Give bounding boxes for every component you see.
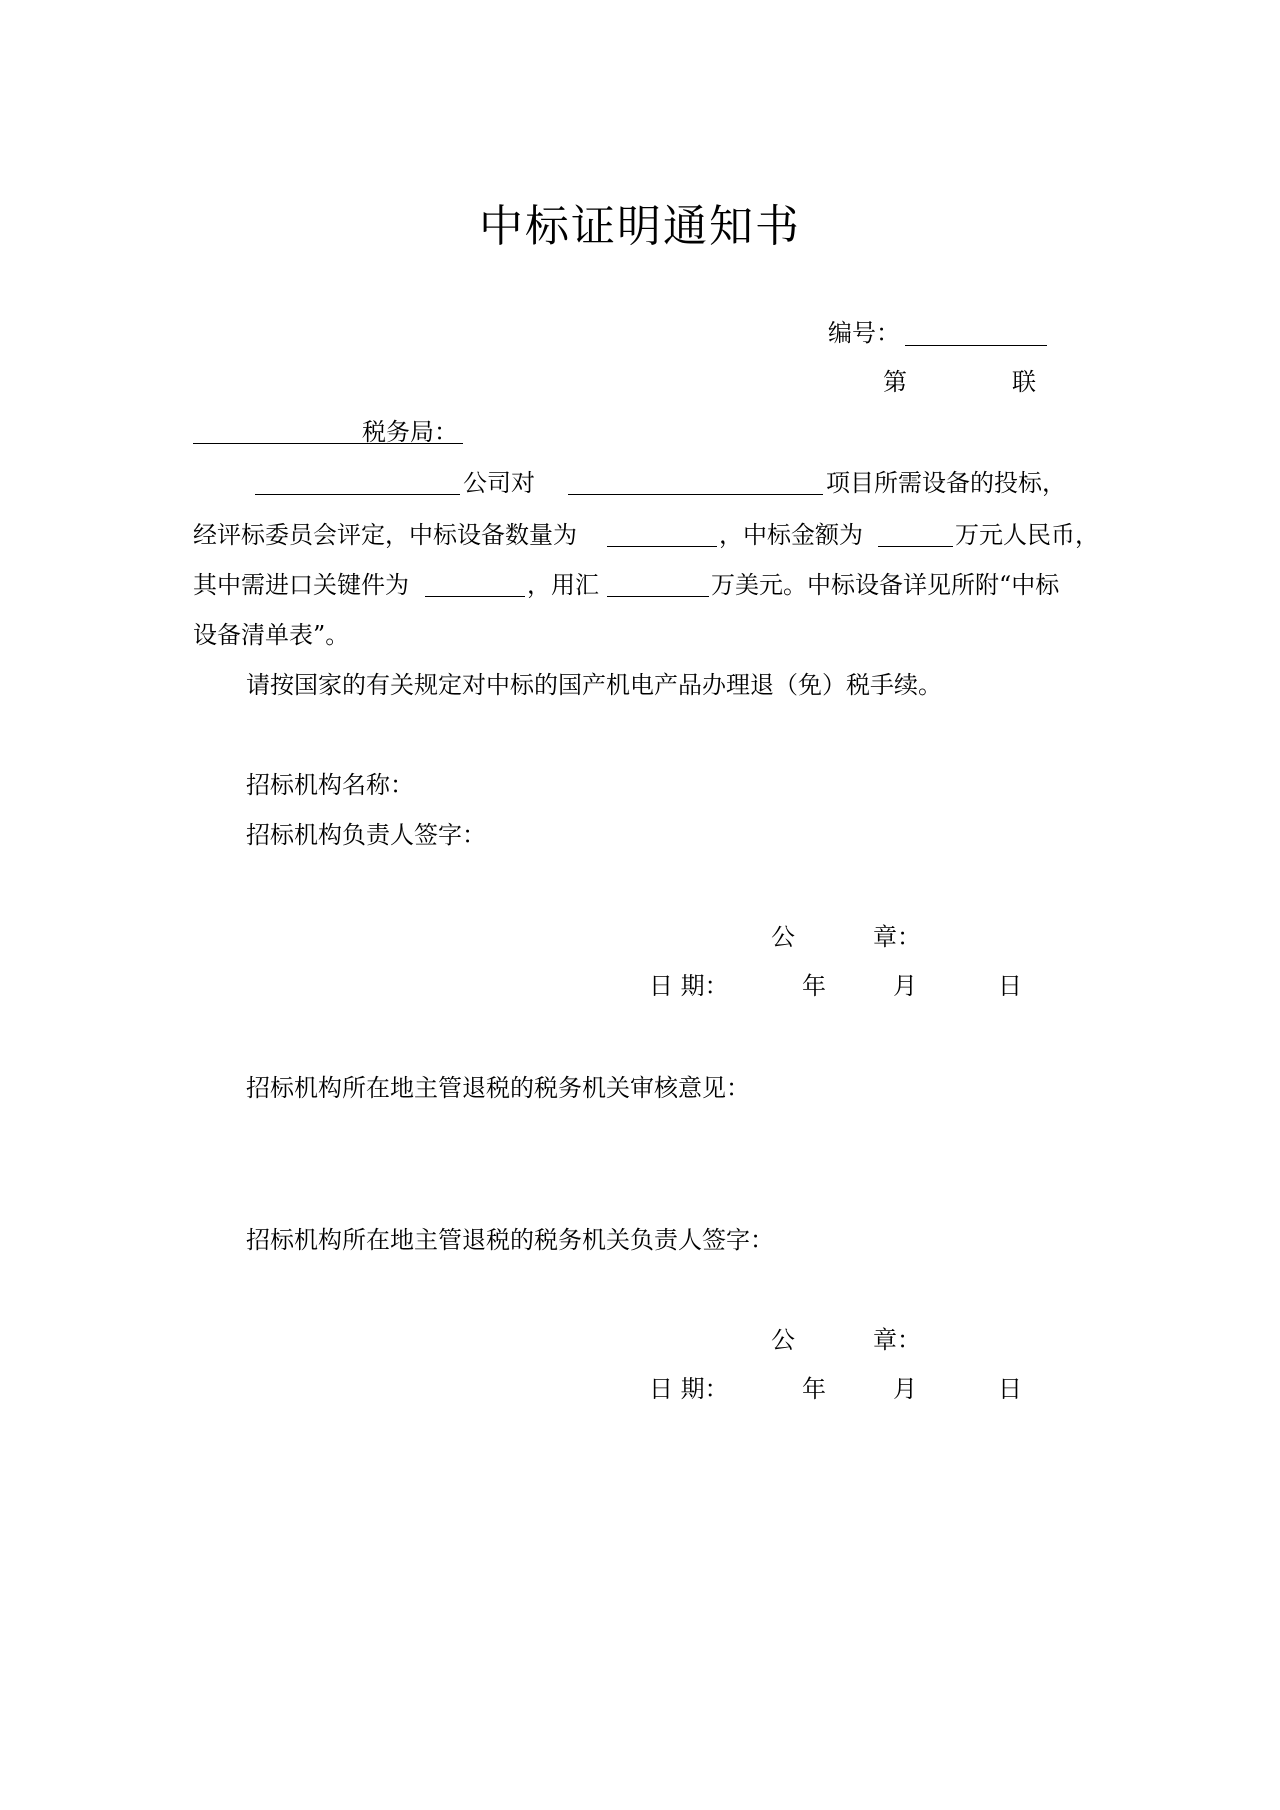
date-2-day: 日: [998, 1375, 1022, 1403]
tax-review-label: 招标机构所在地主管退税的税务机关审核意见：: [246, 1074, 750, 1102]
quantity-blank[interactable]: [607, 546, 717, 547]
date-2-year: 年: [802, 1375, 826, 1403]
date-2-month: 月: [893, 1375, 917, 1403]
project-blank[interactable]: [568, 494, 823, 495]
date-1-day: 日: [998, 972, 1022, 1000]
seal-1-b: 章：: [873, 923, 921, 951]
project-suffix: 项目所需设备的投标，: [826, 469, 1066, 497]
date-1-year: 年: [802, 972, 826, 1000]
amount-suffix: 万元人民币，: [955, 521, 1099, 549]
quantity-prefix: 经评标委员会评定，中标设备数量为: [193, 521, 577, 549]
amount-blank[interactable]: [878, 546, 953, 547]
request-paragraph: 请按国家的有关规定对中标的国产机电产品办理退（免）税手续。: [246, 671, 942, 699]
forex-prefix: ，用汇: [527, 571, 599, 599]
addressee-label: 税务局：: [362, 418, 458, 446]
number-label: 编号：: [828, 319, 900, 347]
import-blank[interactable]: [425, 596, 525, 597]
seal-2-a: 公: [771, 1326, 795, 1354]
company-blank[interactable]: [255, 494, 460, 495]
tax-sign-label: 招标机构所在地主管退税的税务机关负责人签字：: [246, 1226, 774, 1254]
copy-suffix: 联: [1012, 368, 1036, 396]
agency-name-label: 招标机构名称：: [246, 771, 414, 799]
forex-suffix: 万美元。中标设备详见所附“中标: [711, 571, 1060, 599]
number-blank[interactable]: [905, 345, 1047, 346]
copy-prefix: 第: [883, 368, 907, 396]
date-1-month: 月: [893, 972, 917, 1000]
company-suffix: 公司对: [463, 469, 535, 497]
agency-sign-label: 招标机构负责人签字：: [246, 821, 486, 849]
date-1-label: 日 期：: [649, 972, 729, 1000]
import-prefix: 其中需进口关键件为: [193, 571, 409, 599]
seal-1-a: 公: [771, 923, 795, 951]
paragraph-end: 设备清单表”。: [193, 621, 350, 649]
amount-prefix: ，中标金额为: [719, 521, 863, 549]
forex-blank[interactable]: [607, 596, 709, 597]
seal-2-b: 章：: [873, 1326, 921, 1354]
page-title: 中标证明通知书: [479, 201, 801, 252]
date-2-label: 日 期：: [649, 1375, 729, 1403]
